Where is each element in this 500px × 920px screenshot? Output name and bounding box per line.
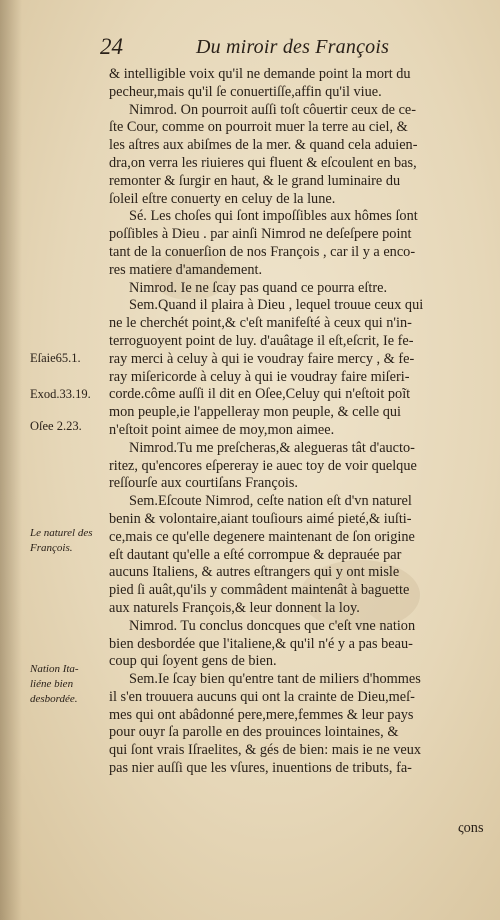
text-line: coup qui ſoyent gens de bien. xyxy=(109,653,277,670)
text-line: Sem.Ie ſcay bien qu'entre tant de miliers d'hommes xyxy=(129,671,421,688)
text-line: ritez, qu'encores eſpereray ie auec toy de voir quelque xyxy=(109,457,417,474)
margin-note-osee: Oſee 2.23. xyxy=(30,419,82,433)
text-line: pour ouyr ſa parolle en des prouinces lointaines, & xyxy=(109,724,399,741)
text-line: eſt dautant qu'elle a eſté corrompue & deprauée par xyxy=(109,546,402,563)
text-line: Sem.Quand il plaira à Dieu , lequel trouue ceux qui xyxy=(129,297,424,314)
text-line: mes qui ont abâdonné pere,mere,femmes & leur pays xyxy=(109,706,414,723)
text-line: pecheur,mais qu'il ſe conuertiſſe,affin qu'il viue. xyxy=(109,83,382,100)
text-line: mon peuple,ie l'appelleray mon peuple, & celle qui xyxy=(109,404,401,421)
text-line: les aſtres aux abiſmes de la mer. & quand cela aduien- xyxy=(109,137,418,154)
margin-note-nation-line: desbordée. xyxy=(30,693,78,705)
text-line: tant de la conuerſion de nos François , car il y a enco- xyxy=(109,243,416,260)
text-line: il s'en trouuera aucuns qui ont la crainte de Dieu,meſ- xyxy=(109,688,415,705)
margin-note-nation-line: Nation Ita- xyxy=(30,663,79,675)
text-line: Nimrod. Ie ne ſcay pas quand ce pourra eſtre. xyxy=(129,279,388,296)
body-text xyxy=(109,66,491,778)
text-line: ſte Cour, comme on pourroit muer la terre au ciel, & xyxy=(109,119,408,136)
text-line: aucuns Italiens, & autres eſtrangers qui y ont misle xyxy=(109,564,400,581)
text-line: pas nier auſſi que les vſures, inuentions de tributs, fa- xyxy=(109,760,412,777)
text-line: Nimrod. On pourroit auſſi toſt côuertir ceux de ce- xyxy=(129,101,417,118)
text-line: dra,on verra les riuieres qui fluent & eſcoulent en bas, xyxy=(109,154,417,171)
running-title: Du miroir des François xyxy=(196,36,390,58)
text-line: n'eſtoit point aimee de moy,mon aimee. xyxy=(109,421,335,438)
margin-note-esaie: Eſaie65.1. xyxy=(30,351,81,365)
text-line: Sem.Eſcoute Nimrod, ceſte nation eſt d'vn naturel xyxy=(129,493,412,510)
catchword: ςons xyxy=(458,820,484,836)
text-line: ce,mais ce qu'elle degenere maintenant de ſon origine xyxy=(109,528,415,545)
text-line: ſoleil eſtre conuerty en celuy de la lune. xyxy=(109,190,336,207)
margin-note-naturel xyxy=(30,526,93,556)
page-header xyxy=(100,34,480,64)
margin-note-nation-line: liéne bien xyxy=(30,678,74,690)
text-line: ne le cherchét point,& c'eſt manifeſté à ceux qui n'in- xyxy=(109,315,412,332)
text-line: res matiere d'amandement. xyxy=(109,261,263,278)
text-line: Nimrod.Tu me preſcheras,& alegueras tât d'aucto- xyxy=(129,439,415,456)
text-line: & intelligible voix qu'il ne demande point la mort du xyxy=(109,66,411,82)
margin-note-exod: Exod.33.19. xyxy=(30,387,91,401)
text-line: aux naturels François,& leur donnent la loy. xyxy=(109,599,360,616)
page-number: 24 xyxy=(100,34,123,59)
text-line: poſſibles à Dieu . par ainſi Nimrod ne deſeſpere point xyxy=(109,226,412,243)
text-line: ray merci à celuy à qui ie voudray faire mercy , & fe- xyxy=(109,350,415,367)
margin-note-nation xyxy=(30,662,79,707)
text-line: remonter & ſurgir en haut, & le grand luminaire du xyxy=(109,172,401,189)
text-line: terroguoyent point de luy. d'auâtage il eſt,eſcrit, Ie fe- xyxy=(109,332,414,349)
text-line: bien desbordée que l'italiene,& qu'il n'é y a pas beau- xyxy=(109,635,413,652)
text-line: Sé. Les choſes qui ſont impoſſibles aux hômes ſont xyxy=(129,208,418,225)
margin-note-naturel-line: François. xyxy=(30,542,73,554)
text-line: pied ſi auât,qu'ils y commâdent maintenât à baguette xyxy=(109,582,410,599)
text-line: corde.côme auſſi il dit en Oſee,Celuy qui n'eſtoit poĩt xyxy=(109,386,411,403)
text-line: ray miſericorde à celuy à qui ie voudray faire miſeri- xyxy=(109,368,410,385)
text-line: reſſourſe aux courtiſans François. xyxy=(109,475,298,492)
text-line: Nimrod. Tu conclus doncques que c'eſt vne nation xyxy=(129,617,416,634)
text-line: qui ſont vrais Iſraelites, & gés de bien: mais ie ne veux xyxy=(109,742,422,759)
text-line: benin & volontaire,aiant touſiours aimé pieté,& iuſti- xyxy=(109,510,412,527)
margin-note-naturel-line: Le naturel des xyxy=(30,527,93,539)
gutter-shadow xyxy=(0,0,22,920)
